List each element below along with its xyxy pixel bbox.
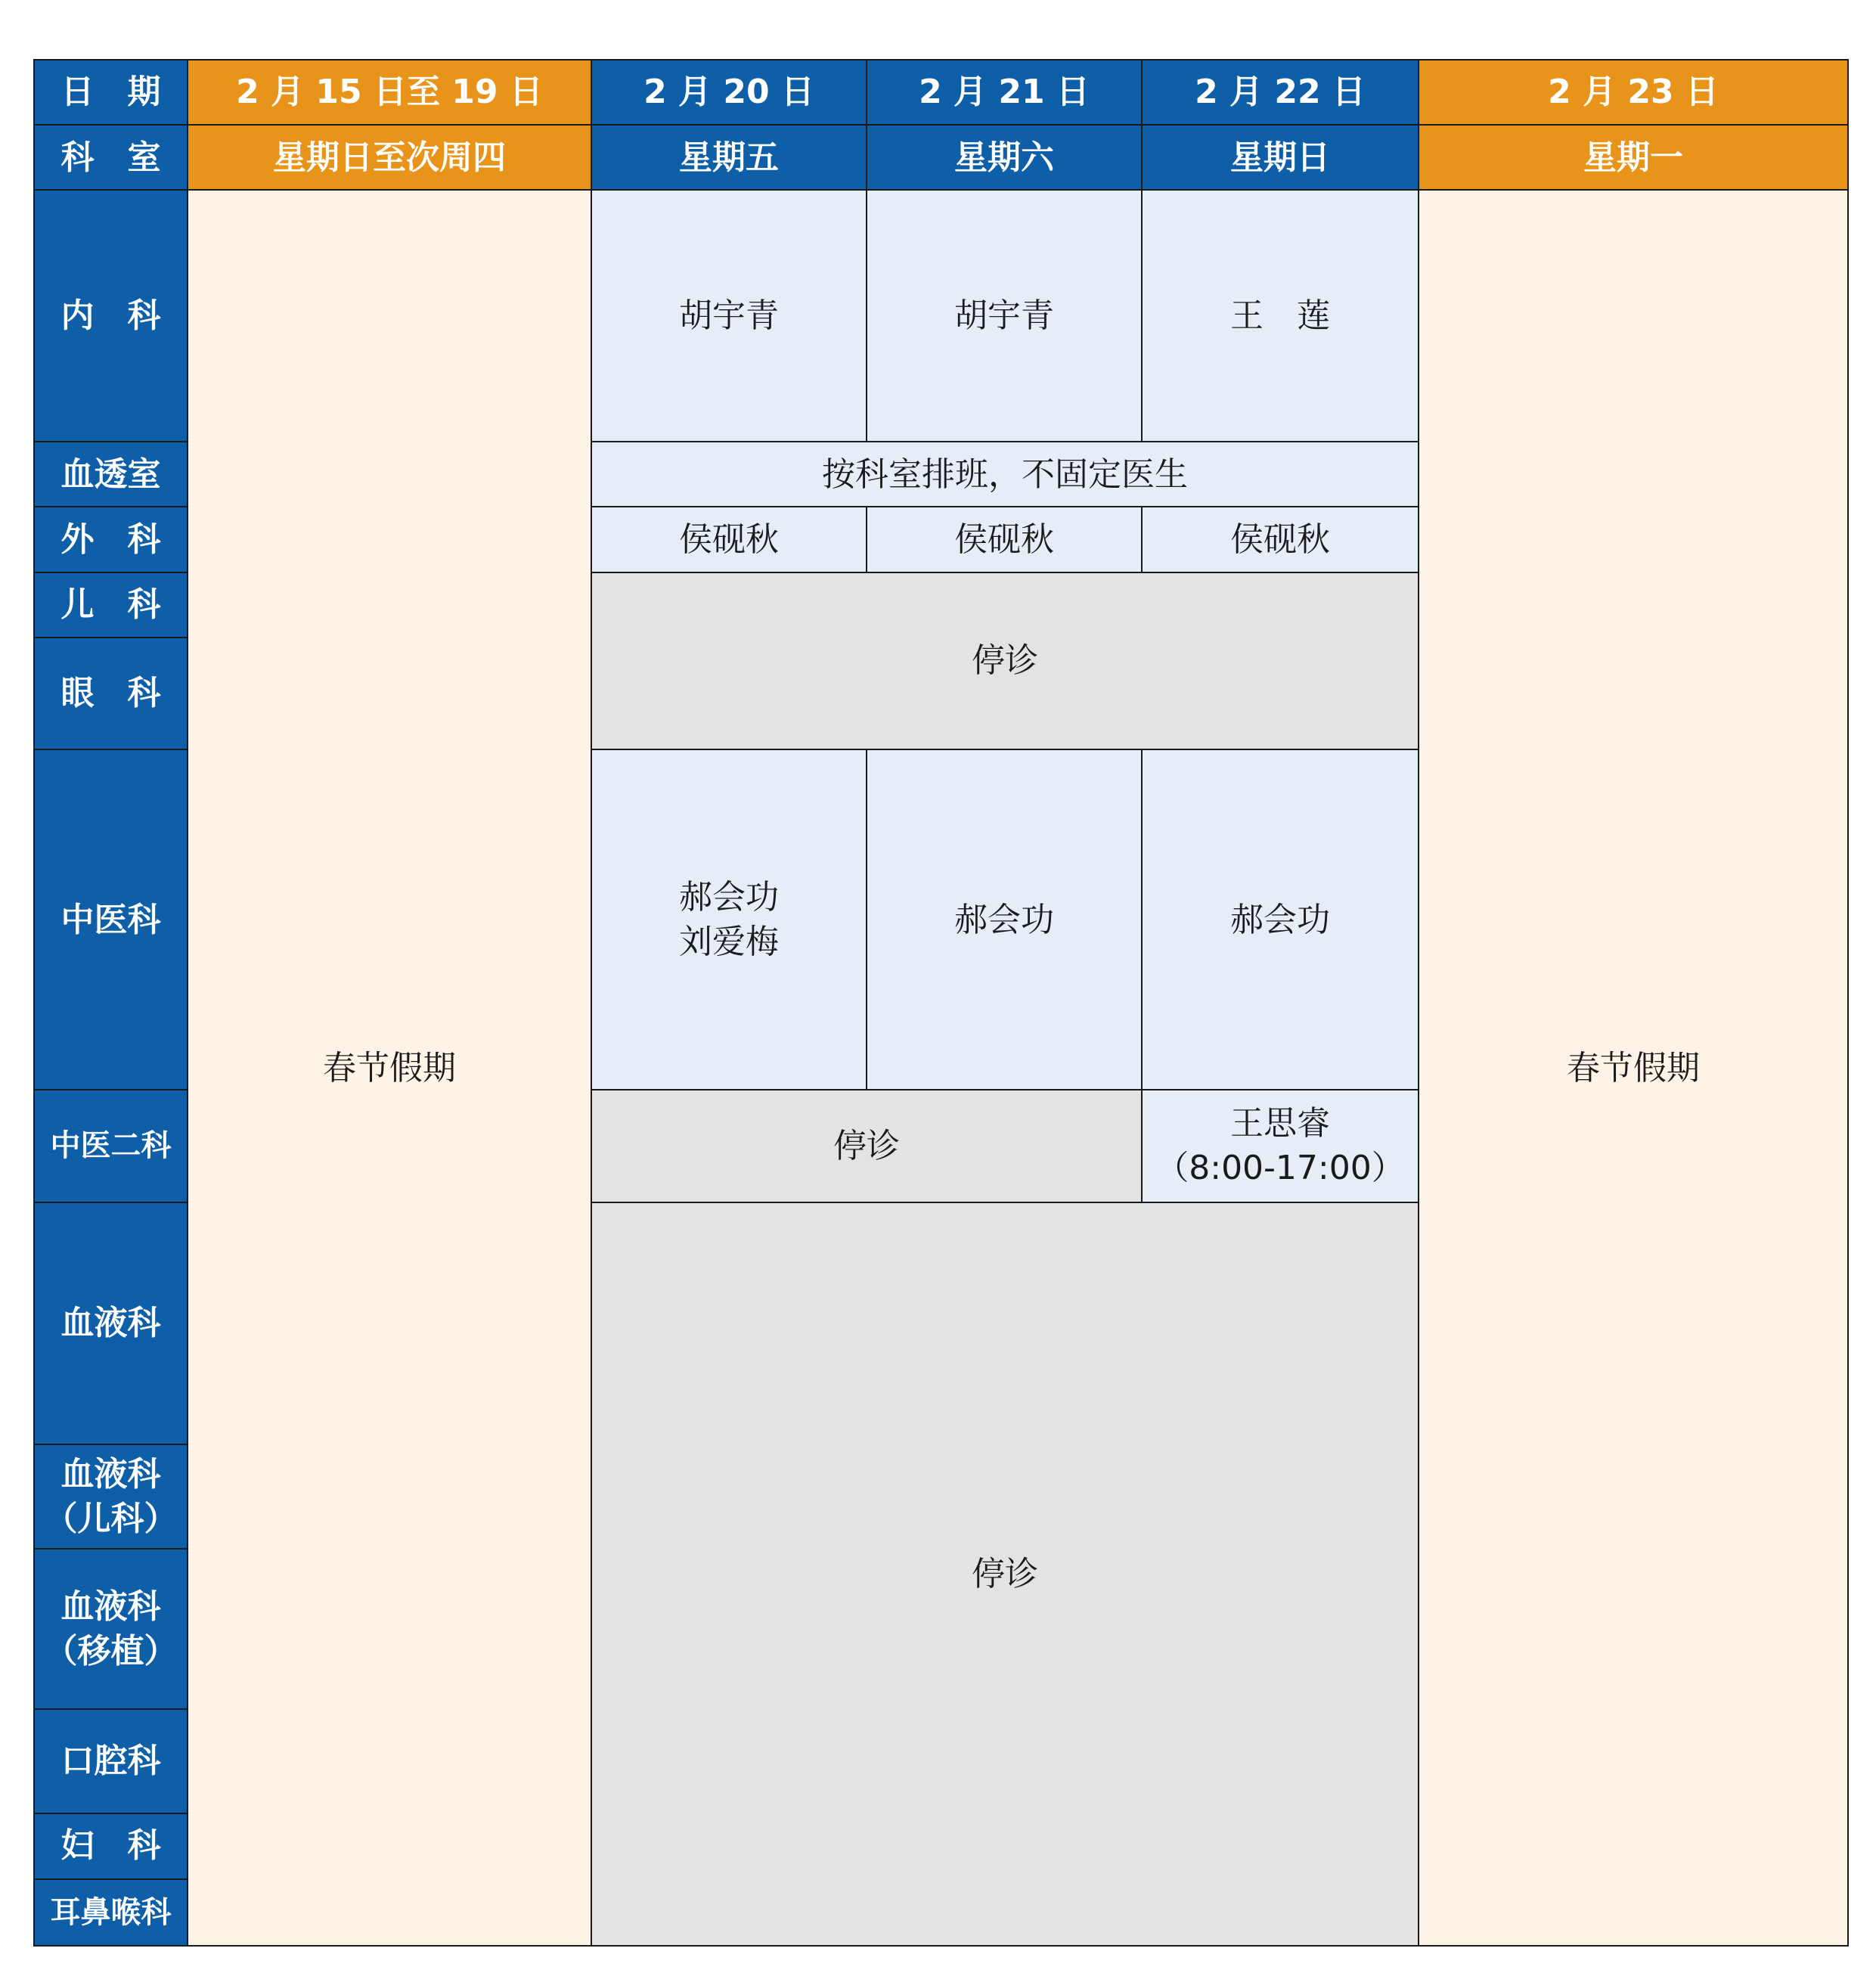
weekday-header-feb20: 星期五 (591, 125, 867, 190)
dept-tcm: 中医科 (34, 749, 188, 1090)
weekday-header-feb15-19: 星期日至次周四 (188, 125, 591, 190)
dept-hematology-peds (34, 1444, 188, 1548)
date-row-label: 日 期 (34, 60, 188, 125)
dept-ent: 耳鼻喉科 (34, 1879, 188, 1946)
doctor-cell: 胡宇青 (867, 190, 1142, 442)
closed-cell-tcm2: 停诊 (591, 1090, 1142, 1202)
closed-cell-peds-ophth: 停诊 (591, 572, 1419, 750)
dept-surgery: 外 科 (34, 507, 188, 572)
dept-name: 血液科 (60, 1454, 161, 1494)
dept-internal: 内 科 (34, 190, 188, 442)
dept-gynecology: 妇 科 (34, 1813, 188, 1879)
dept-subname: （儿科） (44, 1500, 178, 1538)
doctor-cell: 侯砚秋 (1142, 507, 1419, 572)
doctor-name: 王思睿 (1230, 1104, 1330, 1143)
doctor-cell: 胡宇青 (591, 190, 867, 442)
dept-ophthalmology: 眼 科 (34, 638, 188, 749)
dept-row-label: 科 室 (34, 125, 188, 190)
weekday-header-feb21: 星期六 (867, 125, 1142, 190)
doctor-name: 郝会功 (679, 877, 779, 917)
clinic-hours: （8:00-17:00） (1155, 1149, 1405, 1188)
weekday-row (34, 125, 1848, 190)
dept-subname: （移植） (44, 1631, 178, 1671)
dept-dialysis: 血透室 (34, 442, 188, 507)
doctor-cell: 郝会功 (867, 749, 1142, 1090)
date-header-feb23: 2 月 23 日 (1419, 60, 1848, 125)
dept-tcm2: 中医二科 (34, 1090, 188, 1202)
date-header-feb20: 2 月 20 日 (591, 60, 867, 125)
dept-stomatology: 口腔科 (34, 1709, 188, 1813)
dept-hematology: 血液科 (34, 1202, 188, 1445)
doctor-cell (1142, 1090, 1419, 1202)
weekday-header-feb23: 星期一 (1419, 125, 1848, 190)
weekday-header-feb22: 星期日 (1142, 125, 1419, 190)
holiday-cell-left: 春节假期 (188, 190, 591, 1946)
dept-name: 血液科 (60, 1587, 161, 1626)
date-header-feb22: 2 月 22 日 (1142, 60, 1419, 125)
doctor-cell: 侯砚秋 (867, 507, 1142, 572)
closed-cell-bottom: 停诊 (591, 1202, 1419, 1946)
doctor-name: 刘爱梅 (679, 923, 779, 962)
row-internal (34, 190, 1848, 442)
doctor-cell: 王 莲 (1142, 190, 1419, 442)
dialysis-note-cell: 按科室排班，不固定医生 (591, 442, 1419, 507)
date-header-feb21: 2 月 21 日 (867, 60, 1142, 125)
date-row (34, 60, 1848, 125)
date-header-feb15-19: 2 月 15 日至 19 日 (188, 60, 591, 125)
holiday-cell-right: 春节假期 (1419, 190, 1848, 1946)
dept-pediatrics: 儿 科 (34, 572, 188, 638)
doctor-cell (591, 749, 867, 1090)
doctor-cell: 侯砚秋 (591, 507, 867, 572)
dept-hematology-transplant (34, 1549, 188, 1710)
schedule-table (33, 59, 1849, 1947)
doctor-cell: 郝会功 (1142, 749, 1419, 1090)
